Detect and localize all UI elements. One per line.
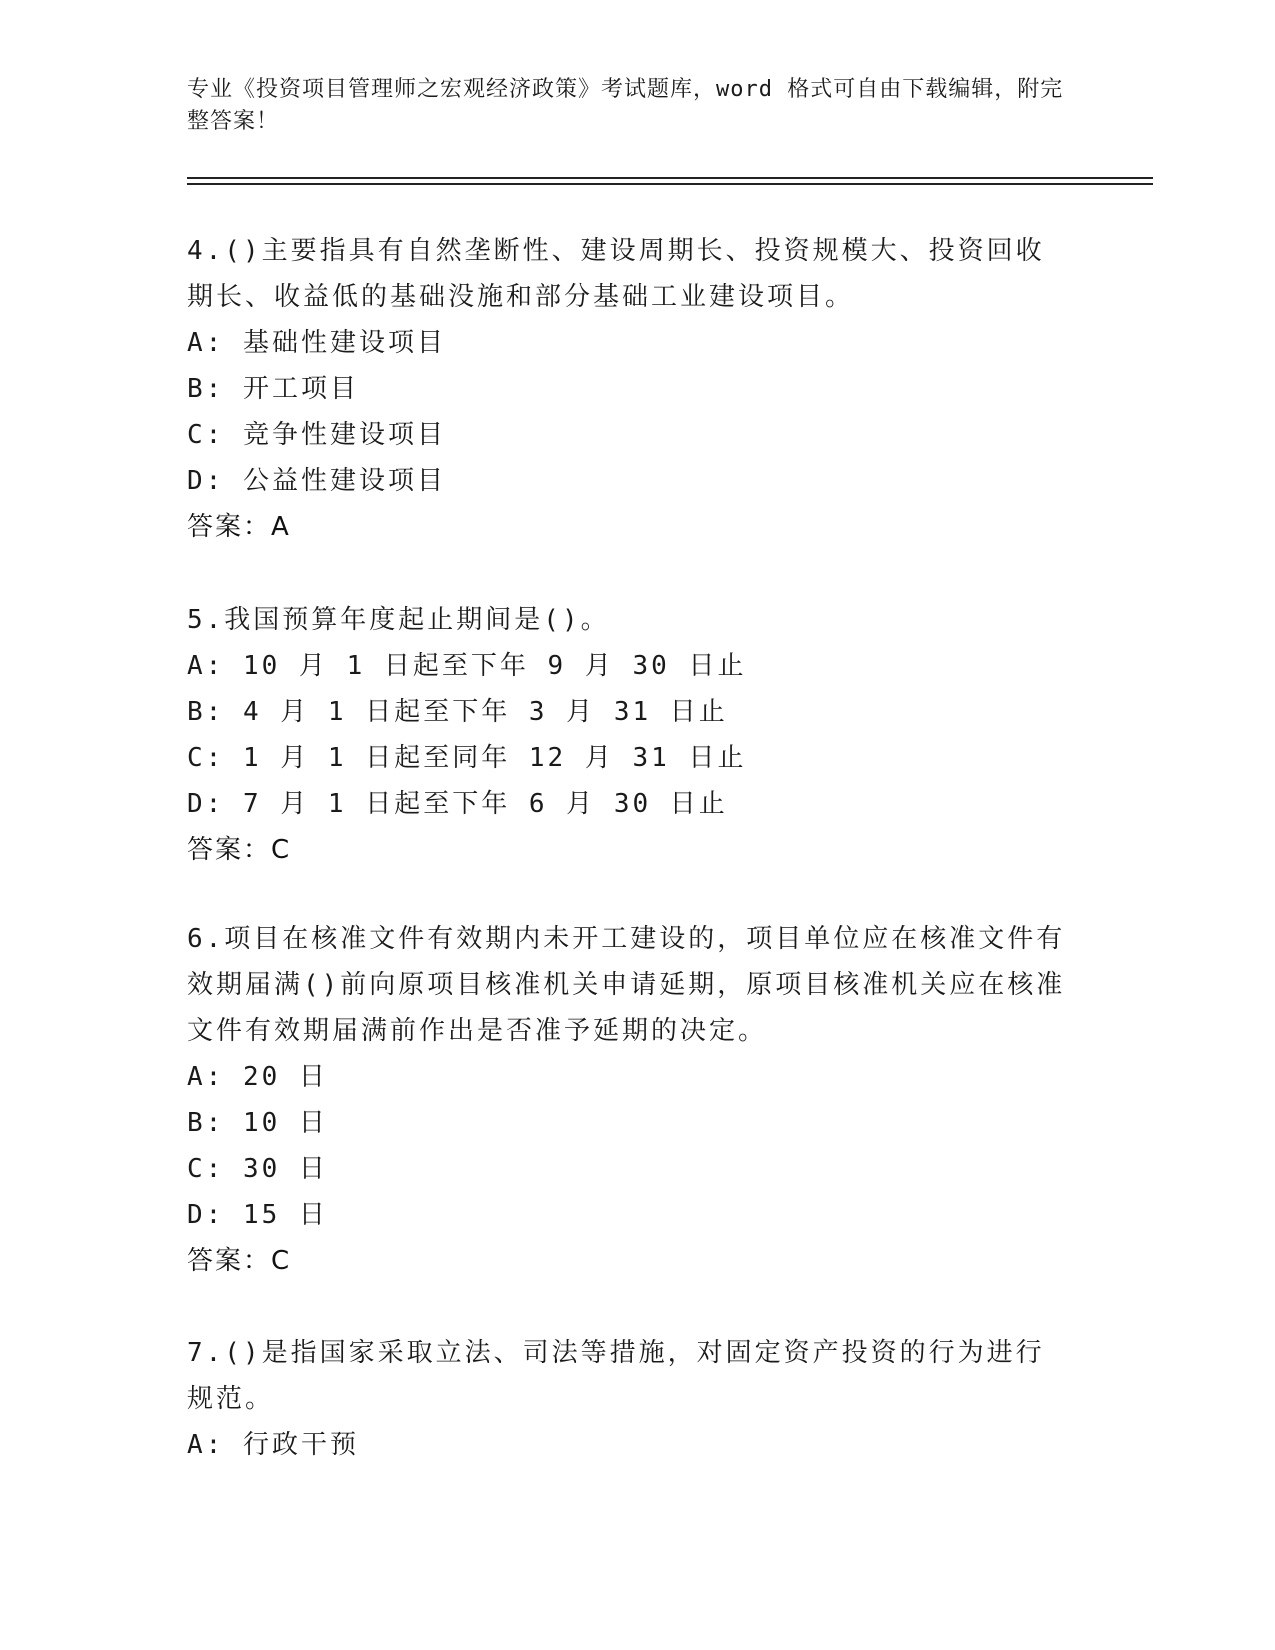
header-divider-top (187, 177, 1153, 179)
question-6 (187, 916, 1067, 1284)
option-b: B: 4 月 1 日起至下年 3 月 31 日止 (187, 697, 728, 727)
option-b: B: 10 日 (187, 1108, 328, 1138)
question-7 (187, 1330, 1067, 1468)
option-a: A: 行政干预 (187, 1430, 359, 1460)
question-text: 4.()主要指具有自然垄断性、建设周期长、投资规模大、投资回收期长、收益低的基础没施和部分基础工业建设项目。 (187, 236, 1045, 312)
option-d: D: 7 月 1 日起至下年 6 月 30 日止 (187, 789, 728, 819)
question-5 (187, 597, 1067, 873)
option-c: C: 1 月 1 日起至同年 12 月 31 日止 (187, 743, 747, 773)
question-text: 5.我国预算年度起止期间是()。 (187, 605, 610, 635)
document-header (187, 74, 1067, 138)
option-b: B: 开工项目 (187, 374, 359, 404)
option-a: A: 10 月 1 日起至下年 9 月 30 日止 (187, 651, 747, 681)
answer-label: 答案：C (187, 1246, 292, 1276)
option-d: D: 公益性建设项目 (187, 466, 446, 496)
question-4 (187, 228, 1067, 550)
question-text: 7.()是指国家采取立法、司法等措施，对固定资产投资的行为进行规范。 (187, 1338, 1045, 1414)
answer-label: 答案：C (187, 835, 292, 865)
header-intro-text: 专业《投资项目管理师之宏观经济政策》考试题库，word 格式可自由下载编辑，附完整答案！ (187, 77, 1064, 134)
header-divider-bottom (187, 183, 1153, 185)
option-c: C: 竞争性建设项目 (187, 420, 446, 450)
option-c: C: 30 日 (187, 1154, 328, 1184)
question-text: 6.项目在核准文件有效期内未开工建设的，项目单位应在核准文件有效期届满()前向原项目核准机关申请延期，原项目核准机关应在核准文件有效期届满前作出是否准予延期的决定。 (187, 924, 1066, 1046)
answer-label: 答案：A (187, 512, 291, 542)
option-a: A: 20 日 (187, 1062, 328, 1092)
option-a: A: 基础性建设项目 (187, 328, 446, 358)
option-d: D: 15 日 (187, 1200, 328, 1230)
